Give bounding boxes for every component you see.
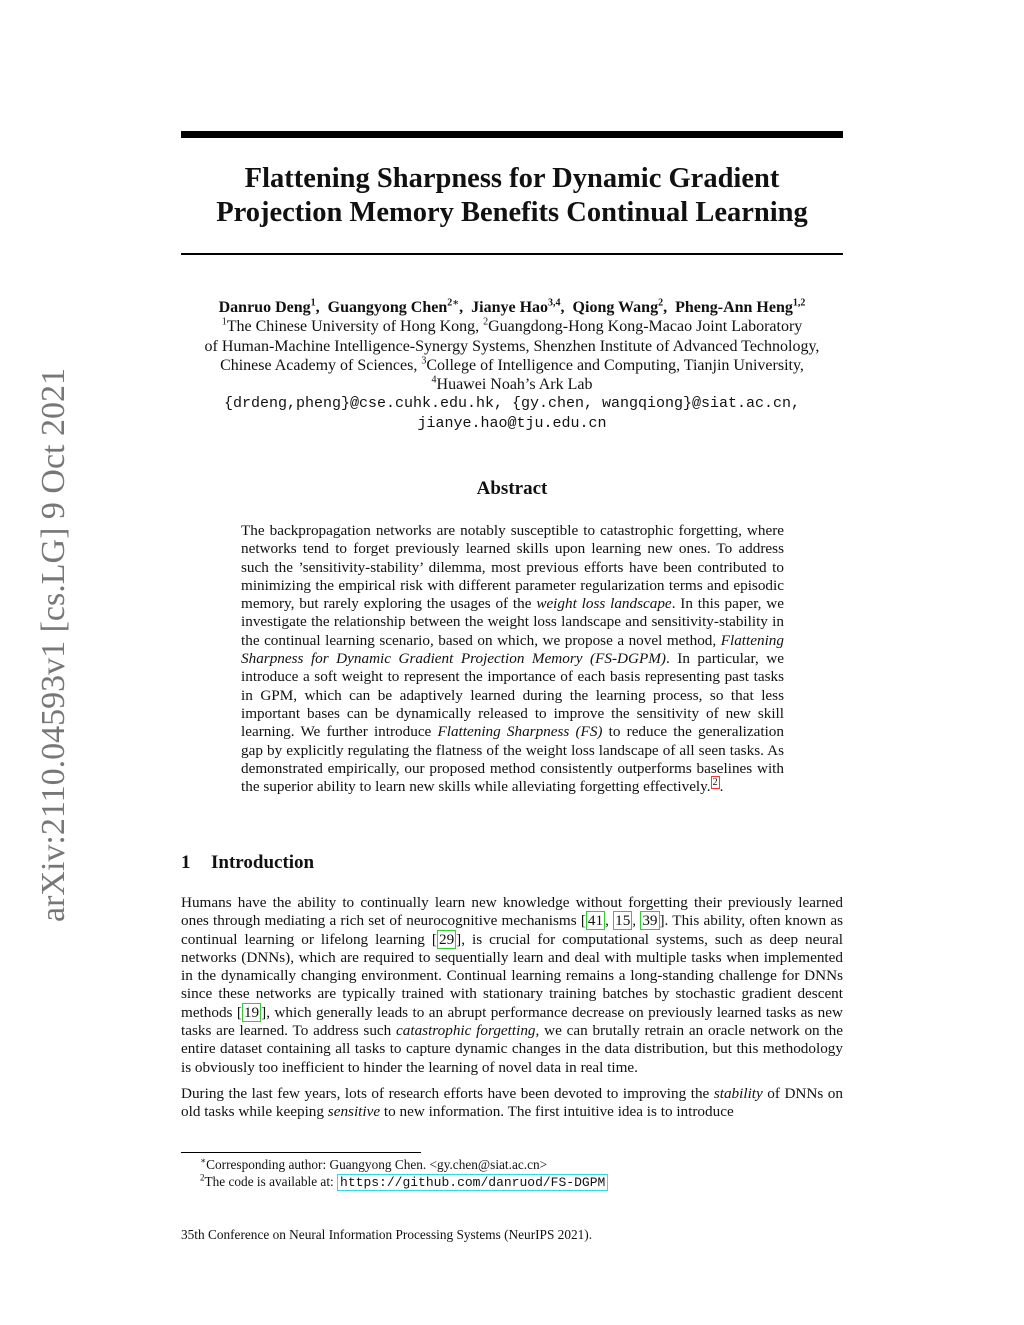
title-top-rule: [181, 131, 843, 138]
introduction-body: [181, 894, 843, 1130]
affil-mark: 4: [431, 374, 437, 386]
abstract-heading: Abstract: [476, 478, 548, 499]
paragraph-text: ,: [605, 912, 614, 930]
affil-mark: 3: [421, 355, 427, 367]
author-emails: {drdeng,pheng}@cse.cuhk.edu.hk, {gy.chen, wangqiong}@siat.ac.cn,: [223, 395, 801, 413]
title-line-2: Projection Memory Benefits Continual Learning: [216, 197, 808, 228]
affiliation-text: The Chinese University of Hong Kong,: [226, 318, 480, 336]
paragraph-text: ,: [632, 912, 641, 930]
title-bottom-rule: [181, 253, 843, 255]
affiliation-line: [150, 317, 874, 336]
citation-link[interactable]: 29: [438, 930, 455, 948]
paragraph: [181, 1085, 843, 1122]
author-name: Guangyong Chen: [327, 299, 448, 316]
abstract-emphasis: Flattening Sharpness (FS): [437, 723, 603, 741]
author-name: Qiong Wang: [572, 299, 659, 316]
footnote-link[interactable]: 2: [712, 777, 718, 789]
footnote-text: The code is available at:: [204, 1174, 338, 1189]
author-name: Jianye Hao: [471, 299, 549, 316]
paragraph-emphasis: sensitive: [327, 1103, 381, 1121]
section-heading-introduction: [181, 852, 843, 874]
abstract-emphasis: Flattening Sharpness for Dynamic Gradient Projection Memory (FS-DGPM): [241, 631, 784, 668]
paragraph-emphasis: catastrophic forgetting: [396, 1022, 536, 1040]
paragraph-text: ], which generally leads to an abrupt performance decrease on previously learned tasks as new tasks are learned. To address such: [181, 1003, 843, 1040]
abstract-text: The backpropagation networks are notably susceptible to catastrophic forgetting, where networks tend to forget previously learned skills upon learning new ones. To address such the ’sensitivity-stability’ dilemma, most previous efforts have been contributed to minimizing the empirical risk with different parameter regularization terms and episodic memory, but rarely exploring the usages of the: [241, 522, 784, 613]
affiliation-line: [150, 375, 874, 394]
affil-mark: 2: [483, 316, 489, 328]
paragraph-text: ], is crucial for computational systems, such as deep neural networks (DNNs), which are required to sequentially learn and deal with multiple tasks when implemented in the dynamically changing environment. Continual learning remains a long-standing challenge for DNNs since these networks are typically trained with stationary training batches by stochastic gradient descent methods [: [181, 930, 843, 1021]
author-name: Pheng-Ann Heng: [675, 299, 793, 316]
footnote-2: [200, 1173, 843, 1191]
footnote-mark: 2: [200, 1172, 205, 1183]
author-name: Danruo Deng: [218, 299, 311, 316]
abstract-text: . In this paper, we investigate the relationship between the weight loss landscape and sensitivity-stability in the continual learning scenario, based on which, we propose a novel method,: [241, 595, 785, 649]
affiliation-text: Chinese Academy of Sciences,: [220, 356, 418, 374]
title-line-1: Flattening Sharpness for Dynamic Gradient: [244, 163, 780, 194]
author-emails: jianye.hao@tju.edu.cn: [417, 414, 607, 432]
affiliation-line: [150, 356, 874, 375]
abstract-text: to reduce the generalization gap by explicitly regulating the flatness of the weight loss landscape of all seen tasks. As demonstrated empirically, our proposed method consistently outperforms baselines with the superior ability to learn new skills while alleviating forgetting effectively.: [241, 723, 784, 796]
author-affil-mark: 2∗: [447, 297, 460, 309]
affiliation-line: of Human-Machine Intelligence-Synergy Systems, Shenzhen Institute of Advanced Technology,: [204, 337, 820, 355]
author-block: [150, 298, 874, 433]
footnotes: [181, 1156, 843, 1191]
paper-title: [181, 162, 843, 230]
section-title: Introduction: [211, 852, 315, 873]
affiliation-text: Guangdong-Hong Kong-Macao Joint Laboratory: [488, 318, 803, 336]
affiliation-text: Huawei Noah’s Ark Lab: [436, 376, 593, 394]
citation-link[interactable]: 39: [642, 912, 658, 930]
abstract-text: . In particular, we introduce a soft weight to represent the importance of each basis representing past tasks in GPM, which can be adaptively learned during the learning process, so that less important bases can be dynamically released to improve the sensitivity of new skill learning. We further introduce: [241, 650, 785, 741]
code-url-link[interactable]: https://github.com/danruod/FS-DGPM: [337, 1174, 608, 1191]
paragraph-text: ]. This ability, often known as continual learning or lifelong learning [: [181, 912, 843, 948]
section-number: 1: [181, 852, 191, 873]
author-names: Danruo Deng$^1$, Guangyong Chen$^{2∗}$, Jianye Hao$^{3,4}$, Qiong Wang$^2$, Pheng-Ann Heng$^{1,2}$: [218, 297, 806, 316]
paragraph-text: Humans have the ability to continually learn new knowledge without forgetting their previously learned ones through mediating a rich set of neurocognitive mechanisms [: [181, 894, 843, 930]
footnote-rule: [181, 1152, 421, 1153]
footnote-mark: ∗: [200, 1155, 207, 1166]
arxiv-identifier: arXiv:2110.04593v1 [cs.LG] 9 Oct 2021: [35, 368, 72, 922]
citation-link[interactable]: 15: [615, 912, 631, 930]
conference-note: 35th Conference on Neural Information Processing Systems (NeurIPS 2021).: [181, 1227, 593, 1242]
abstract-text: .: [719, 778, 724, 796]
author-affil-mark: 2: [658, 297, 664, 309]
paragraph-text: , we can brutally retrain an oracle network on the entire dataset containing all tasks to capture dynamic changes in the data distribution, but this methodology is obviously too inefficient to hinder the learning of novel data in real time.: [181, 1022, 843, 1076]
footnote-1: [200, 1156, 843, 1173]
author-affil-mark: 3,4: [548, 297, 561, 309]
abstract-emphasis: weight loss landscape: [536, 595, 672, 613]
affil-mark: 1: [221, 316, 227, 328]
paragraph-text: to new information. The first intuitive idea is to introduce: [380, 1103, 734, 1121]
footnote-text: Corresponding author: Guangyong Chen. <gy.chen@siat.ac.cn>: [206, 1157, 548, 1172]
paragraph-text: of DNNs on old tasks while keeping: [181, 1084, 843, 1121]
paragraph: [181, 894, 843, 1077]
author-affil-mark: 1,2: [792, 297, 806, 309]
paragraph-text: During the last few years, lots of research efforts have been devoted to improving the: [181, 1084, 714, 1102]
citation-link[interactable]: 19: [243, 1003, 260, 1021]
abstract-body: [241, 522, 784, 796]
author-affil-mark: 1: [310, 297, 316, 309]
citation-link[interactable]: 41: [587, 912, 604, 930]
affiliation-text: College of Intelligence and Computing, Tianjin University,: [426, 356, 804, 374]
paragraph-emphasis: stability: [713, 1084, 763, 1102]
